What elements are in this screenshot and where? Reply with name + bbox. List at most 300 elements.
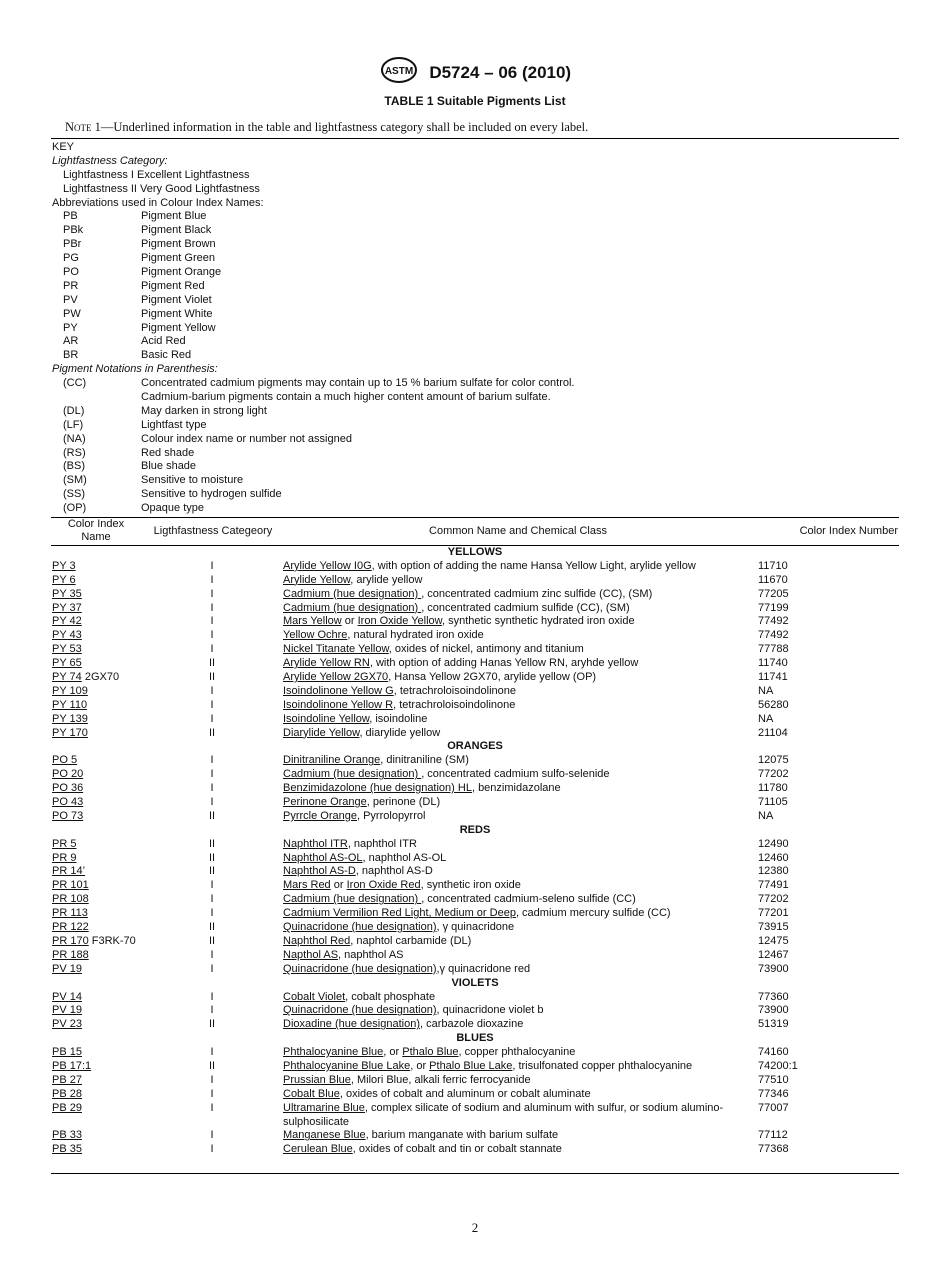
chemical-class: , cobalt phosphate — [345, 990, 436, 1003]
lightfastness-heading: Lightfastness Category: — [52, 154, 168, 167]
table-row — [52, 574, 898, 588]
common-name: Arylide Yellow — [283, 573, 351, 586]
chemical-class: , Pyrrolopyrrol — [356, 809, 426, 822]
table-row — [52, 949, 898, 963]
ci-name-cell — [52, 810, 83, 824]
common-name: Phthalocyanine Blue Lake — [283, 1059, 411, 1072]
lightfastness-cell: II — [208, 809, 216, 822]
ci-number-cell: 11670 — [758, 573, 788, 586]
ci-name: PR 188 — [52, 948, 89, 961]
ci-name-cell — [52, 1046, 82, 1060]
ci-number-cell: 12075 — [758, 754, 789, 767]
abbrev-item-code: PO — [63, 266, 79, 279]
lightfastness-cell: II — [208, 1059, 216, 1072]
common-name-cell — [283, 768, 753, 782]
ci-number-cell: 12467 — [758, 948, 789, 961]
ci-name: PR 122 — [52, 921, 89, 934]
common-name-cell — [283, 560, 753, 574]
table-row — [52, 629, 898, 643]
common-name: Cadmium (hue designation) — [283, 601, 422, 614]
notation-item — [52, 405, 898, 419]
common-name-cell — [283, 602, 753, 616]
table-row — [52, 1074, 898, 1088]
ci-name: PB 15 — [52, 1046, 82, 1059]
abbrev-item-desc: Pigment Blue — [141, 210, 207, 223]
ci-name: PV 19 — [52, 1004, 82, 1017]
common-name: Arylide Yellow 2GX70 — [283, 671, 389, 684]
table-row — [52, 1018, 898, 1032]
table-row — [52, 1102, 898, 1130]
notation-item-desc: Colour index name or number not assigned — [141, 432, 352, 445]
common-name-cell — [283, 1074, 753, 1088]
common-name: Quinacridone (hue designation) — [283, 1004, 437, 1017]
common-name-cell — [283, 1088, 753, 1102]
common-name: Cadmium (hue designation) — [283, 768, 422, 781]
table-row — [52, 685, 898, 699]
lightfastness-cell: I — [210, 768, 214, 781]
table-row — [52, 602, 898, 616]
common-name: Isoindoline Yellow — [283, 712, 370, 725]
lightfastness-cell: I — [210, 893, 214, 906]
lightfastness-cell: II — [208, 671, 216, 684]
chemical-class: , copper phthalocyanine — [458, 1046, 576, 1059]
chemical-class: , isoindoline — [369, 712, 428, 725]
ci-name-cell — [52, 1060, 91, 1074]
abbrev-item — [52, 238, 898, 252]
ci-name: PO 20 — [52, 768, 84, 781]
common-name-cell — [283, 588, 753, 602]
ci-name-cell — [52, 991, 82, 1005]
abbrev-item-desc: Pigment Red — [141, 279, 205, 292]
ci-number-cell: 12460 — [758, 851, 789, 864]
common-connector: or — [341, 615, 358, 628]
ci-name-cell — [52, 838, 76, 852]
abbrev-item-code: PY — [63, 321, 78, 334]
lightfastness-cell: I — [210, 879, 214, 892]
abbrev-item-code: AR — [63, 335, 79, 348]
ci-number-cell: 77492 — [758, 615, 789, 628]
chemical-class: , diarylide yellow — [359, 726, 441, 739]
common-name: Naphthol AS-D — [283, 865, 356, 878]
lightfastness-cell: I — [210, 1129, 214, 1142]
common-name-alt: Pthalo Blue — [402, 1046, 459, 1059]
ci-name-cell — [52, 643, 82, 657]
abbrev-item-desc: Pigment Orange — [141, 266, 222, 279]
chemical-class: , γ quinacridone — [436, 921, 515, 934]
ci-name-cell — [52, 602, 82, 616]
notation-item — [52, 460, 898, 474]
common-name-cell — [283, 1018, 753, 1032]
abbrev-item-desc: Pigment Black — [141, 224, 212, 237]
table-row — [52, 796, 898, 810]
ci-name: PY 6 — [52, 573, 76, 586]
ci-name: PO 43 — [52, 796, 84, 809]
ci-name-cell — [52, 879, 89, 893]
ci-name-cell — [52, 949, 89, 963]
notation-item — [52, 377, 898, 391]
astm-logo-icon — [379, 56, 419, 89]
notation-item-code: (SS) — [63, 488, 85, 501]
notation-item-desc: Red shade — [141, 446, 195, 459]
table-row — [52, 643, 898, 657]
common-name-cell — [283, 921, 753, 935]
ci-name: PR 113 — [52, 907, 88, 920]
lightfastness-cell: I — [210, 559, 214, 572]
lightfastness-cell: I — [210, 782, 214, 795]
ci-number-cell: 77007 — [758, 1101, 789, 1114]
common-name: Cerulean Blue — [283, 1143, 353, 1156]
ci-name-cell — [52, 754, 77, 768]
ci-name: PO 73 — [52, 809, 84, 822]
common-name-cell — [283, 574, 753, 588]
common-name: Nickel Titanate Yellow — [283, 643, 389, 656]
table-row — [52, 1129, 898, 1143]
common-name: Napthol AS — [283, 948, 339, 961]
ci-number-cell: 11780 — [758, 782, 788, 795]
notation-item-desc: Sensitive to hydrogen sulfide — [141, 488, 282, 501]
lightfastness-cell: I — [210, 948, 214, 961]
ci-name-cell — [52, 1074, 82, 1088]
ci-number-cell: 77510 — [758, 1073, 789, 1086]
notation-item — [52, 447, 898, 461]
ci-name-cell — [52, 560, 76, 574]
ci-name: PR 14’ — [52, 865, 86, 878]
ci-name-cell — [52, 1018, 82, 1032]
ci-number-cell: 11740 — [758, 657, 788, 670]
table-row — [52, 810, 898, 824]
notation-item-code: (SM) — [63, 474, 87, 487]
common-connector: or — [330, 879, 347, 892]
lightfastness-cell: II — [208, 851, 216, 864]
ci-number-cell: 77491 — [758, 879, 789, 892]
pigment-table — [52, 546, 898, 1157]
lightfastness-cell: I — [210, 990, 214, 1003]
ci-number-cell: NA — [758, 712, 774, 725]
notation-item — [52, 433, 898, 447]
ci-name-extra: F3RK-70 — [88, 934, 136, 947]
chemical-class: , synthetic synthetic hydrated iron oxide — [442, 615, 635, 628]
document-designation: D5724 – 06 (2010) — [429, 62, 572, 82]
ci-number-cell: 77112 — [758, 1129, 788, 1142]
ci-name-cell — [52, 713, 88, 727]
ci-number-cell: 12380 — [758, 865, 789, 878]
ci-name: PB 33 — [52, 1129, 82, 1142]
abbrev-item-desc: Pigment Yellow — [141, 321, 216, 334]
ci-number-cell: 73915 — [758, 921, 789, 934]
chemical-class: , concentrated cadmium sulfo-selenide — [421, 768, 610, 781]
notation-item — [52, 474, 898, 488]
abbrev-item — [52, 210, 898, 224]
lightfastness-cell: I — [210, 601, 214, 614]
ci-name-cell — [52, 671, 119, 685]
ci-name-cell — [52, 935, 136, 949]
chemical-class: , quinacridone violet b — [436, 1004, 544, 1017]
chemical-class: , naphthol AS-OL — [362, 851, 447, 864]
common-name: Naphthol AS-OL — [283, 851, 363, 864]
ci-name-cell — [52, 768, 83, 782]
common-name-alt: Iron Oxide Red — [346, 879, 421, 892]
col-lightfastness: Ligthfastness Categeory — [153, 525, 273, 537]
notation-item-desc: Cadmium-barium pigments contain a much higher content amount of barium sulfate. — [141, 391, 551, 404]
lightfastness-cell: I — [210, 962, 214, 975]
ci-number-cell: 77199 — [758, 601, 789, 614]
ci-number-cell: 77788 — [758, 643, 789, 656]
table-row — [52, 657, 898, 671]
common-name: Mars Yellow — [283, 615, 342, 628]
ci-name-cell — [52, 699, 87, 713]
common-connector: , or — [410, 1059, 430, 1072]
ci-name: PY 53 — [52, 643, 82, 656]
chemical-class: , trisulfonated copper phthalocyanine — [512, 1059, 693, 1072]
column-headers — [52, 517, 898, 545]
lightfastness-cell: I — [210, 1073, 214, 1086]
lightfastness-cell: I — [210, 1004, 214, 1017]
abbrev-item-code: BR — [63, 349, 79, 362]
common-name: Benzimidazolone (hue designation) HL — [283, 782, 472, 795]
ci-name: PO 5 — [52, 754, 78, 767]
table-row — [52, 560, 898, 574]
ci-name: PB 28 — [52, 1087, 82, 1100]
ci-number-cell: 51319 — [758, 1018, 789, 1031]
table-bottom-rule — [51, 1173, 899, 1174]
notation-item-desc: Sensitive to moisture — [141, 474, 244, 487]
ci-number-cell: 73900 — [758, 1004, 789, 1017]
ci-name: PR 170 — [52, 934, 89, 947]
key-title: KEY — [52, 141, 75, 153]
common-name-cell — [283, 935, 753, 949]
ci-number-cell: 77346 — [758, 1087, 789, 1100]
lightfastness-item: Lightfastness I Excellent Lightfastness — [63, 168, 250, 181]
common-name: Naphthol Red — [283, 934, 351, 947]
ci-name: PR 5 — [52, 837, 77, 850]
common-name-cell — [283, 810, 753, 824]
common-name: Yellow Ochre — [283, 629, 348, 642]
abbrev-item-code: PBr — [63, 238, 82, 251]
ci-name: PV 19 — [52, 962, 82, 975]
ci-name-cell — [52, 588, 82, 602]
section-heading: YELLOWS — [447, 546, 503, 558]
common-name-cell — [283, 991, 753, 1005]
table-title: TABLE 1 Suitable Pigments List — [384, 94, 566, 108]
common-name-cell — [283, 1129, 753, 1143]
chemical-class: , complex silicate of sodium and aluminum with sulfur, or sodium alumino-sulphosilicate — [283, 1101, 724, 1128]
table-row — [52, 865, 898, 879]
common-name-cell — [283, 657, 753, 671]
lightfastness-cell: I — [210, 712, 214, 725]
table-row — [52, 838, 898, 852]
abbrev-item — [52, 294, 898, 308]
ci-name-cell — [52, 1102, 82, 1116]
col-ci-name: Color Index Name — [67, 518, 125, 543]
ci-number-cell: 56280 — [758, 698, 789, 711]
col-common-name: Common Name and Chemical Class — [429, 525, 607, 537]
abbrev-item-code: PR — [63, 279, 79, 292]
notation-item-code: (LF) — [63, 418, 84, 431]
ci-number-cell: 77202 — [758, 768, 789, 781]
ci-number-cell: 77360 — [758, 990, 789, 1003]
notation-item-code: (CC) — [63, 377, 87, 390]
abbrev-item-desc: Pigment Green — [141, 252, 215, 265]
ci-name: PV 23 — [52, 1018, 82, 1031]
notation-item-desc: Concentrated cadmium pigments may contain up to 15 % barium sulfate for color control. — [141, 377, 575, 390]
chemical-class: , with option of adding the name Hansa Yellow Light, arylide yellow — [371, 559, 696, 572]
table-top-rule — [51, 138, 899, 139]
common-name-alt: Iron Oxide Yellow — [357, 615, 442, 628]
lightfastness-cell: II — [208, 837, 216, 850]
notation-item-code: (BS) — [63, 460, 85, 473]
ci-number-cell: 11710 — [758, 559, 788, 572]
lightfastness-cell: I — [210, 615, 214, 628]
ci-name: PY 110 — [52, 698, 88, 711]
lightfastness-item: Lightfastness II Very Good Lightfastness — [63, 182, 260, 195]
chemical-class: , cadmium mercury sulfide (CC) — [515, 907, 671, 920]
chemical-class: , naphtol carbamide (DL) — [350, 934, 472, 947]
table-row — [52, 852, 898, 866]
chemical-class: , synthetic iron oxide — [420, 879, 521, 892]
common-name: Perinone Orange — [283, 796, 367, 809]
chemical-class: , concentrated cadmium-seleno sulfide (CC) — [421, 893, 636, 906]
ci-name: PR 108 — [52, 893, 89, 906]
common-name-cell — [283, 1143, 753, 1157]
ci-name: PB 17:1 — [52, 1059, 92, 1072]
chemical-class: , oxides of cobalt and tin or cobalt stannate — [352, 1143, 562, 1156]
ci-name: PO 36 — [52, 782, 84, 795]
abbrev-item-desc: Basic Red — [141, 349, 192, 362]
table-row — [52, 1088, 898, 1102]
chemical-class: , dinitraniline (SM) — [380, 754, 469, 767]
common-name-cell — [283, 643, 753, 657]
common-name-cell — [283, 615, 753, 629]
ci-name-cell — [52, 574, 76, 588]
chemical-class: ,γ quinacridone red — [436, 962, 531, 975]
table-row — [52, 588, 898, 602]
ci-name-cell — [52, 727, 88, 741]
abbrev-item-desc: Pigment Brown — [141, 238, 216, 251]
ci-name: PY 170 — [52, 726, 88, 739]
common-name-alt: Pthalo Blue Lake — [429, 1059, 513, 1072]
common-name: Diarylide Yellow — [283, 726, 360, 739]
abbrev-item — [52, 335, 898, 349]
ci-name-cell — [52, 796, 83, 810]
abbrev-item — [52, 224, 898, 238]
chemical-class: , oxides of nickel, antimony and titanium — [388, 643, 584, 656]
lightfastness-cell: I — [210, 684, 214, 697]
chemical-class: , tetrachroloisoindolinone — [393, 698, 516, 711]
abbrev-heading: Abbreviations used in Colour Index Names: — [52, 196, 264, 209]
common-name: Dinitraniline Orange — [283, 754, 381, 767]
notation-item-desc: Opaque type — [141, 502, 204, 515]
common-name-cell — [283, 671, 753, 685]
notation-item — [52, 419, 898, 433]
chemical-class: , with option of adding Hanas Yellow RN, aryhde yellow — [369, 657, 639, 670]
ci-number-cell: 77205 — [758, 587, 789, 600]
ci-name: PY 37 — [52, 601, 82, 614]
lightfastness-cell: II — [208, 865, 216, 878]
common-name: Quinacridone (hue designation) — [283, 921, 437, 934]
lightfastness-cell: I — [210, 1046, 214, 1059]
abbrev-item-code: PG — [63, 252, 79, 265]
section-heading: BLUES — [456, 1032, 494, 1045]
ci-name-cell — [52, 963, 82, 977]
abbrev-item — [52, 349, 898, 363]
common-name-cell — [283, 727, 753, 741]
notation-item — [52, 391, 898, 405]
chemical-class: , Milori Blue, alkali ferric ferrocyanide — [350, 1073, 531, 1086]
abbrev-item-desc: Pigment Violet — [141, 293, 212, 306]
ci-name: PY 35 — [52, 587, 82, 600]
ci-number-cell: 12475 — [758, 934, 789, 947]
ci-name: PV 14 — [52, 990, 82, 1003]
notation-item-code: (RS) — [63, 446, 86, 459]
common-name: Prussian Blue — [283, 1073, 351, 1086]
page-header — [0, 56, 950, 89]
table-row — [52, 907, 898, 921]
notation-item — [52, 502, 898, 516]
common-name-cell — [283, 1004, 753, 1018]
abbrev-item — [52, 308, 898, 322]
table-row — [52, 921, 898, 935]
abbrev-item — [52, 322, 898, 336]
ci-name-cell — [52, 615, 82, 629]
common-name: Isoindolinone Yellow G — [283, 684, 394, 697]
ci-name-cell — [52, 893, 89, 907]
common-name: Dioxadine (hue designation) — [283, 1018, 420, 1031]
common-connector: , or — [383, 1046, 403, 1059]
col-ci-number: Color Index Number — [799, 525, 898, 537]
ci-name-cell — [52, 1143, 82, 1157]
ci-number-cell: NA — [758, 684, 774, 697]
ci-number-cell: 77492 — [758, 629, 789, 642]
ci-number-cell: 77201 — [758, 907, 789, 920]
notation-item-code: (DL) — [63, 404, 85, 417]
ci-number-cell: 74200:1 — [758, 1059, 798, 1072]
common-name-cell — [283, 907, 753, 921]
notation-heading: Pigment Notations in Parenthesis: — [52, 363, 218, 376]
table-row — [52, 713, 898, 727]
lightfastness-cell: I — [210, 1143, 214, 1156]
ci-name-cell — [52, 1129, 82, 1143]
common-name: Cobalt Violet — [283, 990, 346, 1003]
ci-name-cell — [52, 782, 83, 796]
lightfastness-cell: II — [208, 1018, 216, 1031]
lightfastness-cell: I — [210, 754, 214, 767]
ci-name: PY 109 — [52, 684, 88, 697]
table-row — [52, 935, 898, 949]
ci-name: PR 9 — [52, 851, 77, 864]
table-row — [52, 963, 898, 977]
lightfastness-cell: I — [210, 573, 214, 586]
table-row — [52, 1004, 898, 1018]
ci-number-cell: 71105 — [758, 796, 788, 809]
ci-number-cell: 74160 — [758, 1046, 789, 1059]
lightfastness-cell: I — [210, 698, 214, 711]
ci-name: PB 27 — [52, 1073, 82, 1086]
chemical-class: , naphthol AS-D — [355, 865, 433, 878]
notation-item-desc: Lightfast type — [141, 418, 207, 431]
notation-item-desc: May darken in strong light — [141, 404, 267, 417]
svg-text:ASTM: ASTM — [384, 66, 414, 77]
common-name: Quinacridone (hue designation) — [283, 962, 437, 975]
abbrev-item — [52, 266, 898, 280]
table-row — [52, 727, 898, 741]
ci-name: PY 3 — [52, 559, 76, 572]
lightfastness-cell: II — [208, 921, 216, 934]
ci-number-cell: 12490 — [758, 837, 789, 850]
common-name-cell — [283, 1046, 753, 1060]
ci-name: PY 42 — [52, 615, 82, 628]
ci-name: PY 74 — [52, 671, 82, 684]
ci-name: PY 43 — [52, 629, 82, 642]
